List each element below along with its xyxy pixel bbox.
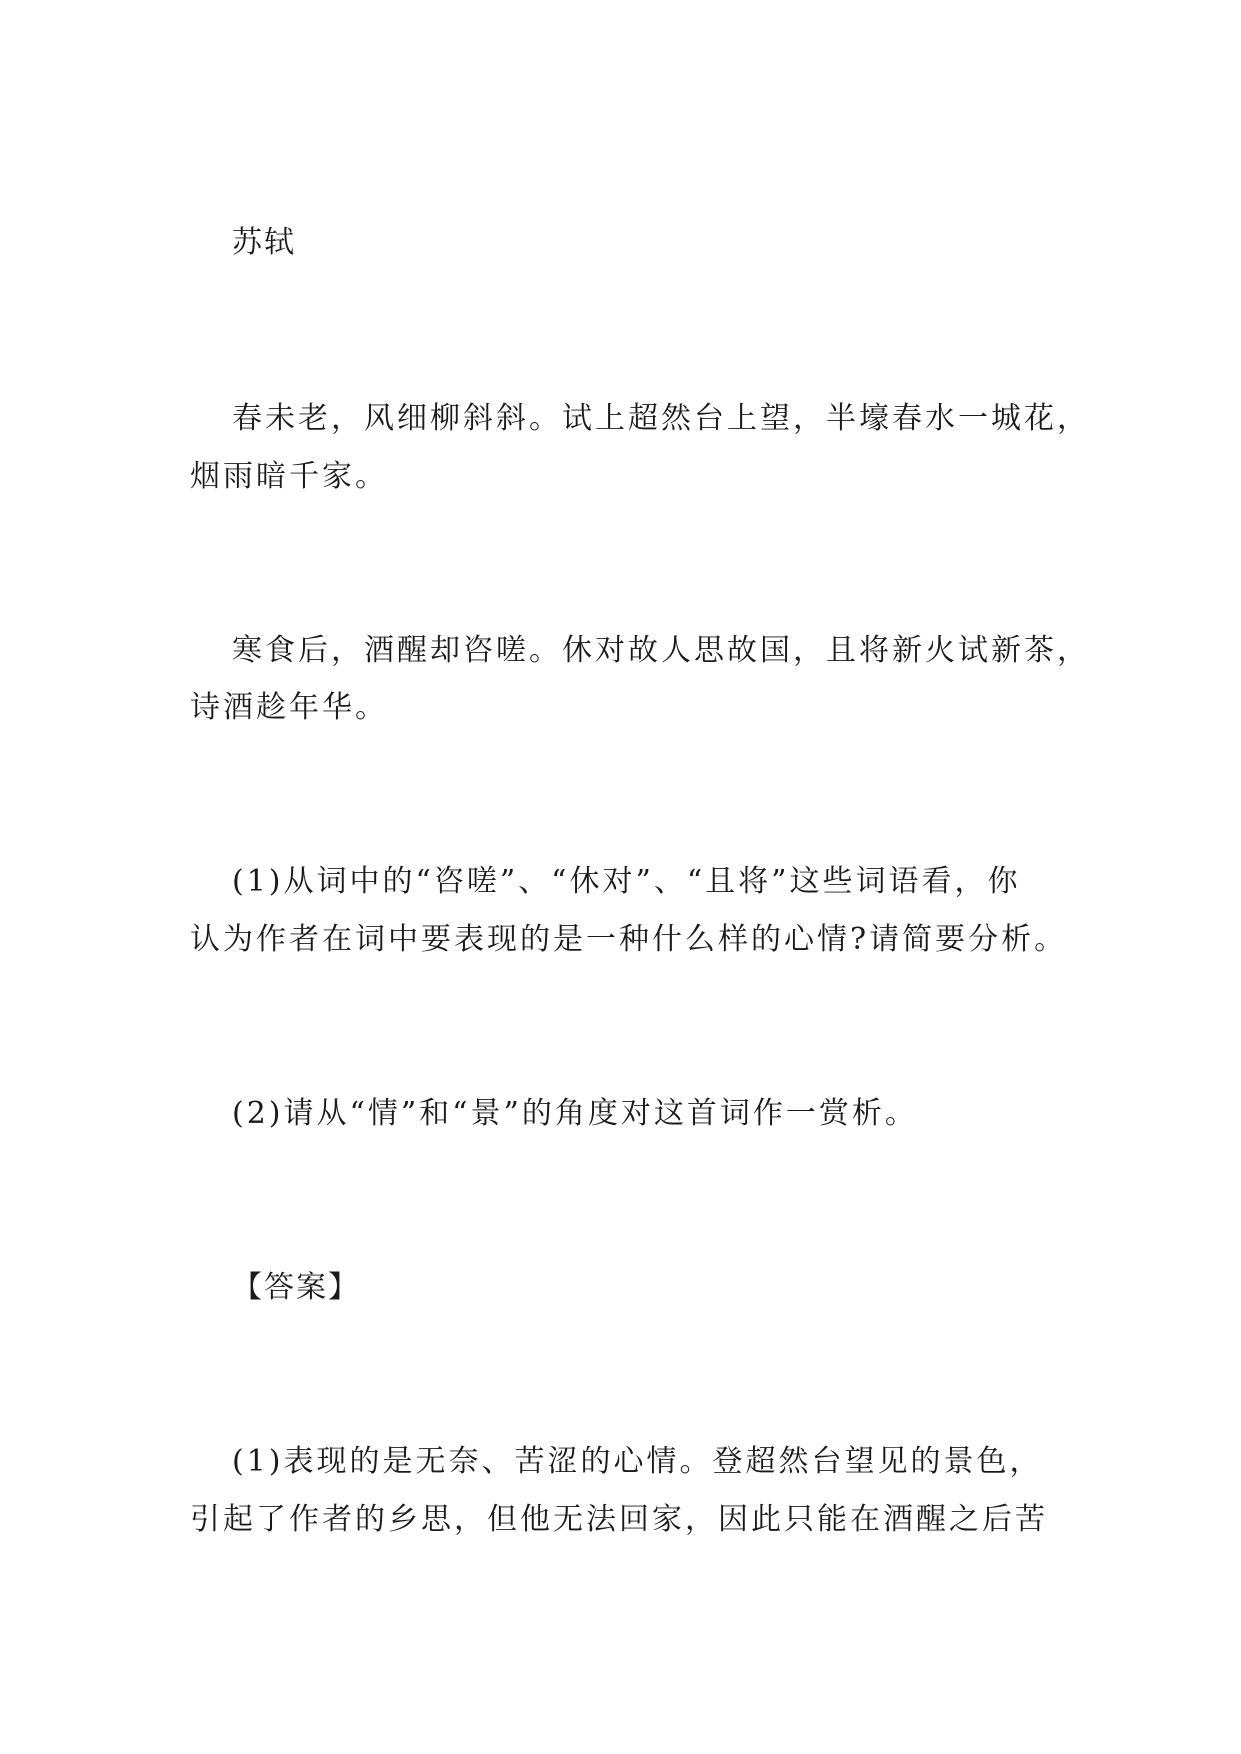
poem-stanza-1-line-1: 春未老，风细柳斜斜。试上超然台上望，半壕春水一城花， <box>232 401 1090 436</box>
question-1-line-1: (1)从词中的“咨嗟”、“休对”、“且将”这些词语看，你 <box>232 864 1021 899</box>
question-1-line-2: 认为作者在词中要表现的是一种什么样的心情?请简要分析。 <box>190 922 1068 957</box>
question-2-line-1: (2)请从“情”和“景”的角度对这首词作一赏析。 <box>232 1096 918 1131</box>
answer-1-line-2: 引起了作者的乡思，但他无法回家，因此只能在酒醒之后苦 <box>190 1502 1048 1537</box>
poem-stanza-1-line-2: 烟雨暗千家。 <box>190 459 388 494</box>
answer-1-line-1: (1)表现的是无奈、苦涩的心情。登超然台望见的景色， <box>232 1444 1043 1479</box>
poem-stanza-2-line-1: 寒食后，酒醒却咨嗟。休对故人思故国，且将新火试新茶， <box>232 633 1090 668</box>
answer-header: 【答案】 <box>232 1270 360 1305</box>
author-name: 苏轼 <box>232 225 296 260</box>
poem-stanza-2-line-2: 诗酒趁年华。 <box>190 690 388 725</box>
